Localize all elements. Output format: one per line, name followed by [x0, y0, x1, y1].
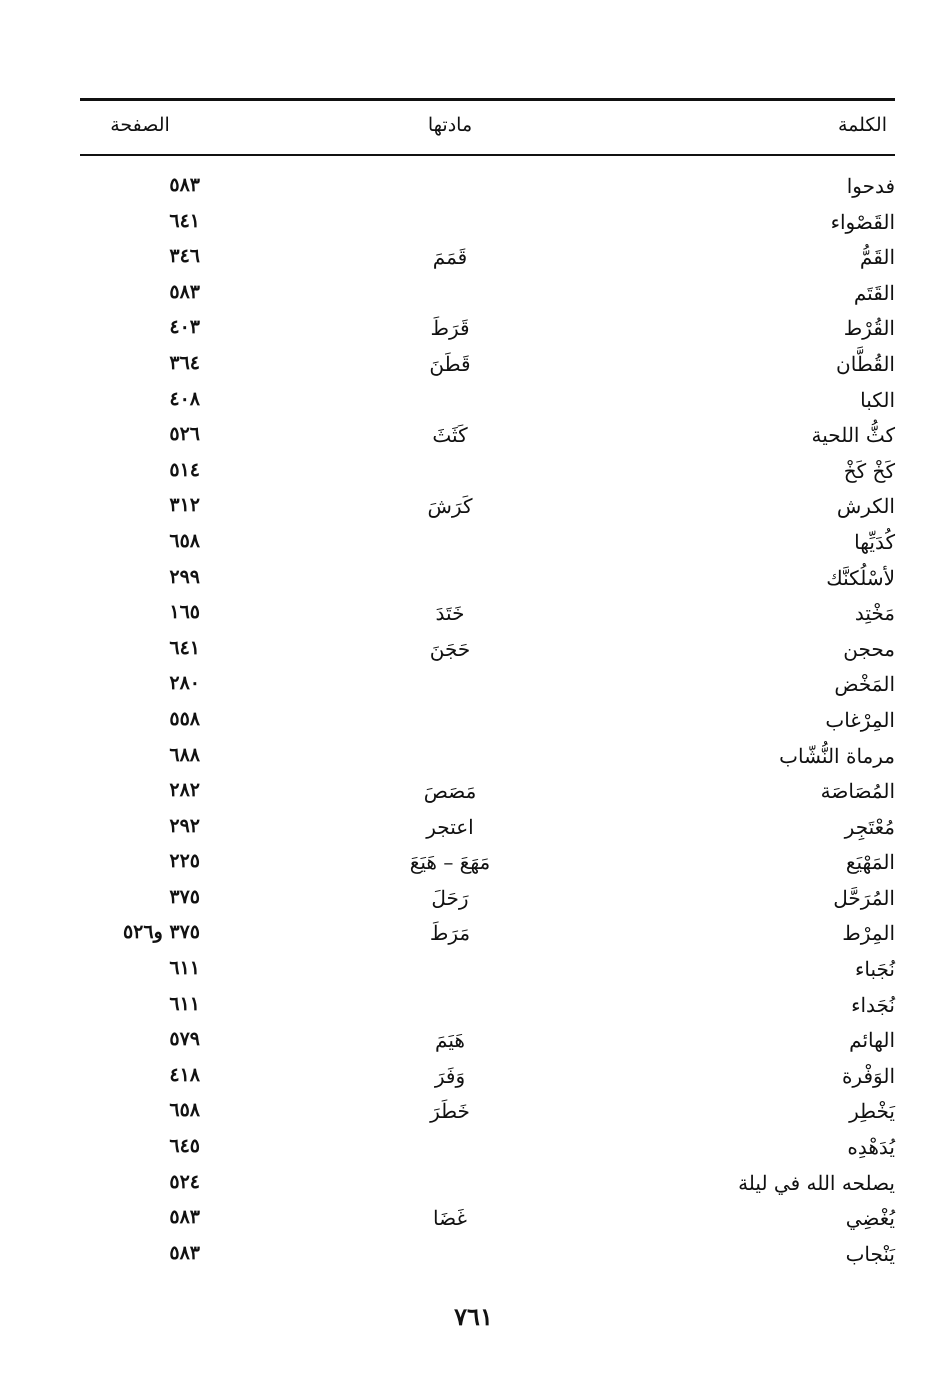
- table-row: [80, 775, 895, 811]
- entry-page: ٢٨٢: [169, 779, 200, 802]
- table-row: [80, 668, 895, 704]
- entry-word: يُدَهْدِه: [847, 1135, 895, 1160]
- entry-page: ٥٧٩: [169, 1028, 200, 1051]
- entry-page: ٥٨٣: [169, 174, 200, 196]
- table-row: [80, 811, 895, 847]
- table-row: [80, 206, 895, 242]
- entry-page: ٤٠٣: [169, 316, 200, 339]
- entry-root: وَفَرَ: [434, 1063, 466, 1088]
- table-row: [80, 1024, 895, 1060]
- header-page: الصفحة: [110, 114, 170, 136]
- entry-word: المُصَاصَة: [820, 779, 895, 804]
- table-row: [80, 241, 895, 277]
- table-row: [80, 562, 895, 598]
- entry-word: مُعْتَجِر: [844, 814, 895, 839]
- table-row: [80, 1131, 895, 1167]
- entry-root: قَمَمَ: [432, 245, 468, 270]
- entry-page: ٦٥٨: [169, 529, 200, 552]
- table-row: [80, 455, 895, 491]
- entry-word: المُرَحَّل: [833, 885, 895, 910]
- entry-root: مَهَعَ – هَيَعَ: [409, 850, 491, 875]
- entry-page: ٢٩٢: [169, 814, 200, 837]
- entry-page: ٥٢٤: [169, 1170, 200, 1193]
- table-row: [80, 1095, 895, 1131]
- entry-word: كُدَيِّها: [854, 529, 895, 554]
- table-header: [80, 108, 895, 144]
- entry-page: ٦١١: [169, 992, 200, 1015]
- entry-root: قَطَنَ: [429, 351, 471, 376]
- entry-page: ٢٢٥: [169, 850, 200, 873]
- table-row: [80, 1238, 895, 1274]
- entry-root: رَحَلَ: [431, 885, 469, 910]
- header-rule: [80, 154, 895, 156]
- entry-word: المِرْط: [842, 921, 895, 946]
- entry-root: خَتَدَ: [435, 601, 465, 626]
- entry-page: ٤٠٨: [169, 387, 200, 410]
- entry-root: كَرَشَ: [427, 494, 473, 519]
- entry-page: ٥٥٨: [169, 707, 200, 730]
- table-row: [80, 1060, 895, 1096]
- entry-page: ٤١٨: [169, 1063, 200, 1086]
- entry-word: محجن: [843, 636, 895, 661]
- entry-word: مرماة النُّشّاب: [779, 743, 895, 768]
- entry-root: اعتجر: [426, 814, 474, 839]
- table-row: [80, 1167, 895, 1203]
- entry-word: فدحوا: [846, 174, 895, 198]
- entry-page: ١٦٥: [169, 601, 200, 624]
- entry-page: ٥١٤: [169, 458, 200, 481]
- header-word: الكلمة: [837, 114, 887, 136]
- entry-word: الكبا: [860, 387, 895, 412]
- entry-word: كثُّ اللحية: [811, 423, 895, 448]
- entry-page: ٣٧٥ و٥٢٦: [122, 921, 200, 944]
- entry-word: القُرْط: [843, 316, 895, 341]
- entry-root: مَرَطَ: [429, 921, 471, 946]
- entry-page: ٦٤١: [169, 636, 200, 659]
- table-row: [80, 953, 895, 989]
- entry-word: نُجَباء: [854, 957, 895, 982]
- table-row: [80, 312, 895, 348]
- entry-page: ٥٨٣: [169, 280, 200, 303]
- entry-page: ٦٤٥: [169, 1135, 200, 1158]
- top-rule: [80, 98, 895, 101]
- entry-root: مَصَصَ: [423, 779, 477, 804]
- entry-word: لأسْلُكنَّك: [826, 565, 895, 590]
- entry-page: ٦٥٨: [169, 1099, 200, 1122]
- entry-root: كَثَثَ: [432, 423, 468, 448]
- table-row: [80, 419, 895, 455]
- table-row: [80, 882, 895, 918]
- entry-word: المِرْغاب: [825, 707, 895, 732]
- table-row: [80, 704, 895, 740]
- entry-page: ٣٤٦: [169, 245, 200, 268]
- index-table: [80, 170, 895, 1273]
- entry-word: يَنْجاب: [845, 1241, 895, 1266]
- table-row: [80, 490, 895, 526]
- entry-page: ٢٨٠: [169, 672, 200, 695]
- entry-word: الوَفْرة: [841, 1063, 895, 1088]
- table-row: [80, 597, 895, 633]
- table-row: [80, 740, 895, 776]
- entry-page: ٣٦٤: [169, 351, 200, 374]
- table-row: [80, 633, 895, 669]
- entry-page: ٣١٢: [169, 494, 200, 517]
- entry-root: هَيَمَ: [435, 1028, 465, 1053]
- entry-page: ٦١١: [169, 957, 200, 980]
- entry-page: ٢٩٩: [169, 565, 200, 588]
- table-row: [80, 917, 895, 953]
- entry-word: الهائم: [849, 1028, 895, 1053]
- table-row: [80, 1202, 895, 1238]
- table-row: [80, 348, 895, 384]
- table-row: [80, 989, 895, 1025]
- entry-word: المَخْض: [834, 672, 895, 697]
- table-row: [80, 277, 895, 313]
- entry-word: الكرش: [836, 494, 895, 519]
- entry-page: ٥٨٣: [169, 1206, 200, 1229]
- entry-word: المَهْيَع: [845, 850, 895, 875]
- entry-word: القَمُّ: [859, 245, 895, 270]
- table-row: [80, 846, 895, 882]
- entry-word: مَخْتِد: [854, 601, 895, 626]
- entry-root: خَطَرَ: [430, 1099, 470, 1124]
- entry-page: ٥٨٣: [169, 1241, 200, 1264]
- entry-word: القَصْواء: [830, 209, 895, 234]
- entry-word: كَخْ كَخْ: [843, 458, 895, 483]
- entry-page: ٦٨٨: [169, 743, 200, 766]
- entry-page: ٥٢٦: [169, 423, 200, 446]
- entry-word: نُجَداء: [851, 992, 895, 1017]
- table-row: [80, 526, 895, 562]
- table-row: [80, 384, 895, 420]
- entry-word: يُغْضِي: [845, 1206, 895, 1231]
- table-row: [80, 170, 895, 206]
- entry-root: غَضَا: [433, 1206, 467, 1231]
- entry-word: يصلحه الله في ليلة: [738, 1170, 895, 1195]
- entry-word: يَخْطِر: [849, 1099, 895, 1124]
- entry-word: القَتَم: [853, 280, 895, 305]
- entry-page: ٦٤١: [169, 209, 200, 232]
- entry-page: ٣٧٥: [169, 885, 200, 908]
- entry-root: قَرَطَ: [430, 316, 470, 341]
- page-number: ٧٦١: [454, 1302, 493, 1331]
- entry-root: حَجَنَ: [429, 636, 471, 661]
- header-root: مادتها: [427, 114, 473, 136]
- entry-word: القُطَّان: [836, 351, 895, 376]
